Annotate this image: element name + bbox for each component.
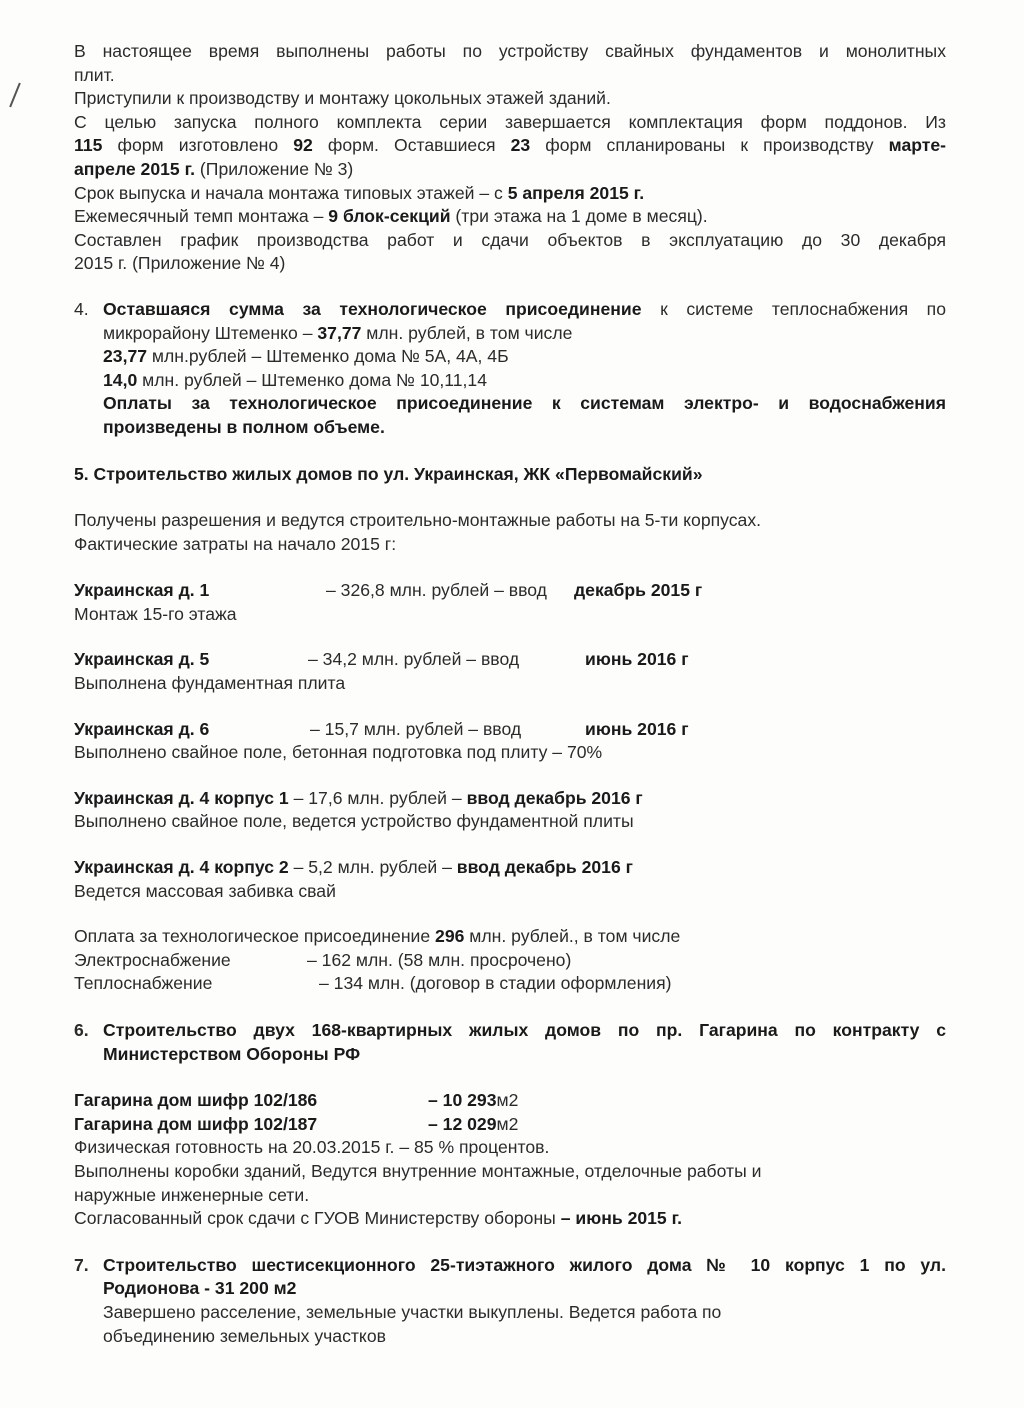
section-7	[74, 1254, 946, 1348]
intro-line-4: 115 форм изготовлено 92 форм. Оставшиеся 23 форм спланированы к производству марте-	[74, 135, 947, 156]
intro-line-5: апреле 2015 г. (Приложение № 3)	[74, 158, 354, 179]
section-7-line-3: Завершено расселение, земельные участки выкуплены. Ведется работа по	[103, 1301, 722, 1322]
house-4-2-date: ввод декабрь 2016 г	[456, 857, 633, 878]
electricity-value: – 162 млн. (58 млн. просрочено)	[307, 949, 572, 970]
section-4-line-5: Оплаты за технологическое присоединение к системам электро- и водоснабжения	[103, 393, 946, 414]
house-5-note: Выполнена фундаментная плита	[74, 673, 346, 694]
section-6-works-2: наружные инженерные сети.	[74, 1184, 310, 1205]
house-6-row	[74, 718, 946, 742]
section-4-line-2: микрорайону Штеменко – 37,77 млн. рублей, в том числе	[103, 322, 573, 343]
heating-value: – 134 млн. (договор в стадии оформления)	[319, 973, 672, 994]
house-1-date: декабрь 2015 г	[574, 580, 703, 601]
intro-block	[74, 40, 946, 276]
intro-line-1: В настоящее время выполнены работы по устройству свайных фундаментов и монолитных	[74, 41, 946, 61]
intro-line-8: Составлен график производства работ и сдачи объектов в эксплуатацию до 30 декабря	[74, 229, 946, 250]
house-5-cost: – 34,2 млн. рублей – ввод	[308, 649, 520, 670]
intro-line-9: 2015 г. (Приложение № 4)	[74, 253, 286, 274]
section-4-line-4: 14,0 млн. рублей – Штеменко дома № 10,11,14	[103, 369, 487, 390]
section-7-number: 7.	[74, 1254, 89, 1275]
gagarina-186-unit: м2	[496, 1090, 519, 1111]
house-4-1-cost: – 17,6 млн. рублей –	[288, 787, 467, 808]
section-4-line-3: 23,77 млн.рублей – Штеменко дома № 5А, 4А, 4Б	[103, 346, 509, 367]
section-6-number: 6.	[74, 1020, 89, 1040]
house-4-2-row	[74, 856, 946, 880]
section-4	[74, 298, 946, 440]
section-7-line-1: Строительство шестисекционного 25-тиэтажного жилого дома № 10 корпус 1 по ул.	[103, 1254, 946, 1275]
house-4-1-date: ввод декабрь 2016 г	[466, 787, 643, 808]
heating-row	[74, 972, 946, 996]
section-6-works-1: Выполнены коробки зданий, Ведутся внутренние монтажные, отделочные работы и	[74, 1160, 762, 1181]
gagarina-186-row	[74, 1089, 946, 1113]
house-6-cost: – 15,7 млн. рублей – ввод	[310, 718, 522, 739]
house-6-name: Украинская д. 6	[74, 718, 210, 739]
electricity-label: Электроснабжение	[74, 949, 231, 970]
house-6-date: июнь 2016 г	[585, 718, 689, 739]
house-1-row	[74, 579, 946, 603]
house-4-2-note: Ведется массовая забивка свай	[74, 880, 336, 901]
gagarina-186-name: Гагарина дом шифр 102/186	[74, 1090, 318, 1111]
house-4-1-name: Украинская д. 4 корпус 1	[74, 787, 289, 808]
house-4-1-note: Выполнено свайное поле, ведется устройство фундаментной плиты	[74, 811, 634, 832]
house-1-cost: – 326,8 млн. рублей – ввод	[326, 580, 547, 601]
section-5-permits: Получены разрешения и ведутся строительно-монтажные работы на 5-ти корпусах.	[74, 510, 762, 531]
gagarina-186-value: – 10 293	[428, 1090, 497, 1111]
section-6-deadline: Согласованный срок сдачи с ГУОВ Министерству обороны – июнь 2015 г.	[74, 1208, 683, 1229]
scan-mark	[9, 83, 21, 108]
intro-line-6: Срок выпуска и начала монтажа типовых этажей – с 5 апреля 2015 г.	[74, 182, 645, 203]
connection-payment: Оплата за технологическое присоединение 296 млн. рублей., в том числе	[74, 926, 681, 947]
section-6	[74, 1019, 946, 1066]
gagarina-187-value: – 12 029	[428, 1113, 497, 1134]
gagarina-187-row	[74, 1113, 946, 1137]
document-body	[74, 40, 946, 1348]
intro-line-7: Ежемесячный темп монтажа – 9 блок-секций (три этажа на 1 доме в месяц).	[74, 206, 708, 227]
intro-line-2: Приступили к производству и монтажу цокольных этажей зданий.	[74, 88, 611, 109]
intro-line-3: С целью запуска полного комплекта серии завершается комплектация форм поддонов. Из	[74, 111, 946, 132]
house-5-row	[74, 648, 946, 672]
section-7-line-2: Родионова - 31 200 м2	[103, 1278, 297, 1299]
house-5-name: Украинская д. 5	[74, 649, 210, 670]
section-6-readiness: Физическая готовность на 20.03.2015 г. – 85 % процентов.	[74, 1137, 550, 1158]
gagarina-187-name: Гагарина дом шифр 102/187	[74, 1113, 318, 1134]
house-5-date: июнь 2016 г	[585, 649, 689, 670]
house-1-name: Украинская д. 1	[74, 580, 210, 601]
section-6-line-2: Министерством Обороны РФ	[103, 1043, 361, 1064]
electricity-row	[74, 949, 946, 973]
house-4-2-cost: – 5,2 млн. рублей –	[288, 857, 457, 878]
heating-label: Теплоснабжение	[74, 973, 213, 994]
house-4-2-name: Украинская д. 4 корпус 2	[74, 857, 289, 878]
house-4-1-row	[74, 787, 946, 811]
section-5-costs-intro: Фактические затраты на начало 2015 г:	[74, 533, 397, 554]
section-7-line-4: объединению земельных участков	[103, 1325, 386, 1346]
section-6-line-1: Строительство двух 168-квартирных жилых домов по пр. Гагарина по контракту с	[103, 1020, 946, 1040]
house-6-note: Выполнено свайное поле, бетонная подготовка под плиту – 70%	[74, 742, 603, 763]
section-5-heading: 5. Строительство жилых домов по ул. Украинская, ЖК «Первомайский»	[74, 463, 703, 484]
intro-line-1b: плит.	[74, 64, 115, 85]
section-4-number: 4.	[74, 298, 89, 319]
section-4-line-6: произведены в полном объеме.	[103, 416, 385, 437]
section-4-line-1: Оставшаяся сумма за технологическое присоединение к системе теплоснабжения по	[103, 298, 946, 319]
gagarina-187-unit: м2	[496, 1113, 519, 1134]
house-1-note: Монтаж 15-го этажа	[74, 603, 237, 624]
